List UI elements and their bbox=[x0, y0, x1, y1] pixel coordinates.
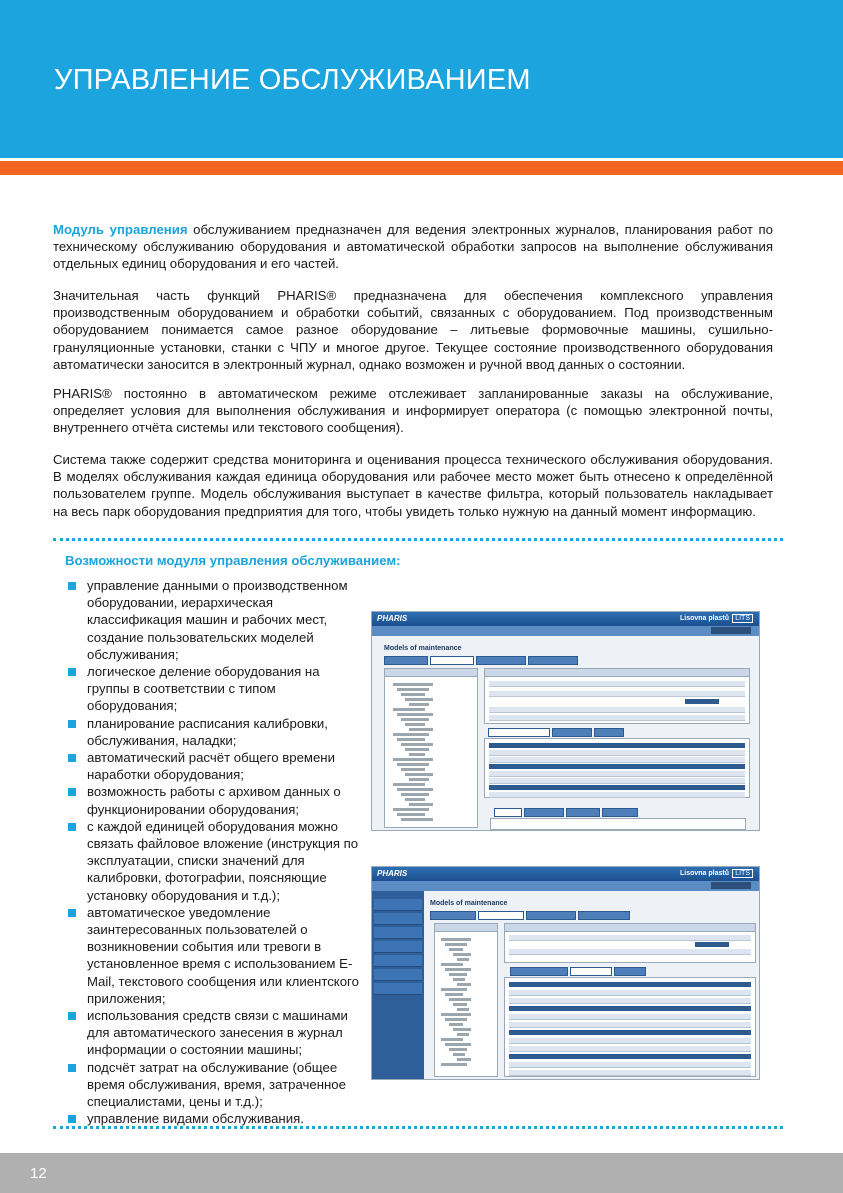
tab bbox=[528, 656, 578, 665]
features-heading: Возможности модуля управления обслуживанием: bbox=[65, 553, 401, 568]
module-title: Models of maintenance bbox=[384, 645, 462, 652]
table-row bbox=[509, 1046, 751, 1052]
detail-panel bbox=[504, 923, 756, 963]
header-stripe bbox=[0, 161, 843, 175]
tree-node bbox=[441, 1038, 463, 1041]
tab-active bbox=[570, 967, 612, 976]
tree-node bbox=[449, 948, 463, 951]
tree-node bbox=[405, 773, 433, 776]
tree-node bbox=[449, 1048, 467, 1051]
detail-row bbox=[509, 935, 751, 941]
inner-tab-strip bbox=[488, 728, 624, 737]
table-row bbox=[489, 792, 745, 798]
tree-node bbox=[441, 938, 471, 941]
tree-node bbox=[409, 703, 429, 706]
tree-node bbox=[405, 723, 425, 726]
page-number: 12 bbox=[30, 1165, 47, 1182]
table-row bbox=[509, 1014, 751, 1020]
tree-node bbox=[397, 813, 425, 816]
sidebar-item bbox=[374, 927, 422, 939]
table-row bbox=[489, 771, 745, 777]
sidebar-item bbox=[374, 913, 422, 925]
tree-node bbox=[453, 1003, 467, 1006]
table-row bbox=[509, 1030, 751, 1035]
tree-node bbox=[445, 943, 467, 946]
bottom-tab-strip bbox=[494, 808, 638, 817]
tab bbox=[384, 656, 428, 665]
feature-item: использования средств связи с машинами для автоматического занесения в журнал информации о состоянии машины; bbox=[66, 1007, 361, 1059]
detail-panel bbox=[484, 668, 750, 724]
tree-node bbox=[401, 693, 425, 696]
tab-active bbox=[430, 656, 474, 665]
table-row bbox=[489, 750, 745, 756]
detail-row bbox=[489, 681, 745, 687]
company-mark: LITS bbox=[732, 869, 753, 878]
tab bbox=[524, 808, 564, 817]
feature-item: с каждой единицей оборудования можно связать файловое вложение (инструкция по эксплуатации, списки значений для калибровки, фотографии, поясняющие установку оборудования и т.д.); bbox=[66, 818, 361, 904]
tree-node bbox=[393, 733, 429, 736]
tree-node bbox=[405, 798, 425, 801]
feature-list bbox=[66, 577, 361, 1128]
sidebar-item bbox=[374, 899, 422, 911]
tree-node bbox=[397, 763, 429, 766]
tree-node bbox=[397, 788, 433, 791]
monitoring-paragraph: PHARIS® постоянно в автоматическом режиме отслеживает запланированные заказы на обслуживание, определяет условия для выполнения обслуживания и информирует оператора (с помощью электронной почты, внутреннего отчёта системы или текстового сообщения). bbox=[53, 386, 773, 436]
tree-node bbox=[445, 993, 463, 996]
pharis-logo: PHARIS bbox=[377, 869, 408, 878]
table-row bbox=[489, 778, 745, 784]
tree-node bbox=[453, 978, 465, 981]
tab-active bbox=[488, 728, 550, 737]
tab bbox=[566, 808, 600, 817]
app-sidebar bbox=[372, 891, 424, 1080]
footer-band bbox=[0, 1153, 843, 1193]
table-row bbox=[489, 785, 745, 790]
tree-node bbox=[453, 1028, 471, 1031]
tab bbox=[578, 911, 630, 920]
tree-node bbox=[397, 688, 429, 691]
sidebar-item bbox=[374, 941, 422, 953]
tree-node bbox=[409, 778, 429, 781]
tab bbox=[594, 728, 624, 737]
tab bbox=[510, 967, 568, 976]
tree-node bbox=[445, 1043, 471, 1046]
feature-item: автоматическое уведомление заинтересованных пользователей о возникновении события или тревоги в установленное время с использованием E-Mail, текстового сообщения или клиентского приложения; bbox=[66, 904, 361, 1007]
tree-node bbox=[409, 728, 433, 731]
tree-panel bbox=[434, 923, 498, 1077]
tree-node bbox=[393, 683, 433, 686]
feature-item: возможность работы с архивом данных о функционировании оборудования; bbox=[66, 783, 361, 817]
tab-strip bbox=[384, 656, 578, 665]
tab-active bbox=[478, 911, 524, 920]
table-row bbox=[509, 1022, 751, 1028]
table-row bbox=[509, 1006, 751, 1011]
tree-node bbox=[397, 738, 425, 741]
tree-panel-header bbox=[435, 924, 497, 932]
table-row bbox=[509, 1038, 751, 1044]
table-row bbox=[509, 1062, 751, 1068]
table-row bbox=[489, 743, 745, 748]
evaluation-paragraph: Система также содержит средства мониторинга и оценивания процесса технического обслуживания оборудования. В моделях обслуживания каждая единица оборудования или рабочее место может быть отнесено к определённой пользователем группе. Модель обслуживания выступает в качестве фильтра, который пользователь накладывает на весь парк оборудования предприятия для того, чтобы увидеть только нужную на данный момент информацию. bbox=[53, 452, 773, 519]
inner-tab-strip bbox=[510, 967, 646, 976]
toolbar-button bbox=[711, 627, 751, 634]
tree-node bbox=[441, 988, 467, 991]
detail-button bbox=[685, 699, 719, 704]
tab-strip bbox=[430, 911, 630, 920]
screenshot-maintenance-plan bbox=[371, 866, 760, 1080]
feature-item: управление видами обслуживания. bbox=[66, 1110, 361, 1127]
tab bbox=[526, 911, 576, 920]
toolbar-button bbox=[711, 882, 751, 889]
tree-node bbox=[405, 748, 429, 751]
table-row bbox=[509, 1054, 751, 1059]
tree-node bbox=[453, 1053, 465, 1056]
dotted-divider-top bbox=[53, 538, 783, 541]
tree-node bbox=[405, 698, 433, 701]
table-row bbox=[509, 1070, 751, 1076]
app-topbar bbox=[372, 612, 759, 626]
feature-item: подсчёт затрат на обслуживание (общее время обслуживания, время, затраченное специалистами, цены и т.д.); bbox=[66, 1059, 361, 1111]
plan-table bbox=[504, 977, 756, 1077]
page-title: УПРАВЛЕНИЕ ОБСЛУЖИВАНИЕМ bbox=[54, 64, 531, 96]
detail-panel-header bbox=[485, 669, 749, 677]
tree-node bbox=[393, 708, 425, 711]
dotted-divider-bottom bbox=[53, 1126, 783, 1129]
detail-button bbox=[695, 942, 729, 947]
app-topbar bbox=[372, 867, 759, 881]
pharis-logo: PHARIS bbox=[377, 614, 408, 623]
feature-item: логическое деление оборудования на группы в соответствии с типом оборудования; bbox=[66, 663, 361, 715]
company-name: Lisovna plastů bbox=[679, 615, 729, 622]
tab-active bbox=[494, 808, 522, 817]
tab bbox=[602, 808, 638, 817]
tab bbox=[476, 656, 526, 665]
tree-node bbox=[401, 793, 429, 796]
table-row bbox=[509, 990, 751, 996]
tree-panel bbox=[384, 668, 478, 828]
detail-panel-header bbox=[505, 924, 755, 932]
sidebar-item bbox=[374, 955, 422, 967]
tree-node bbox=[393, 808, 429, 811]
detail-row bbox=[489, 691, 745, 697]
table-row bbox=[509, 982, 751, 987]
company-mark: LITS bbox=[732, 614, 753, 623]
tab bbox=[614, 967, 646, 976]
feature-item: управление данными о производственном оборудовании, иерархическая классификация машин и рабочих мест, создание пользовательских моделей обслуживания; bbox=[66, 577, 361, 663]
tree-node bbox=[401, 768, 425, 771]
tree-node bbox=[393, 758, 433, 761]
detail-row bbox=[509, 949, 751, 955]
tree-node bbox=[445, 1018, 467, 1021]
tree-node bbox=[401, 818, 433, 821]
feature-item: автоматический расчёт общего времени наработки оборудования; bbox=[66, 749, 361, 783]
plan-panel bbox=[484, 738, 750, 798]
tree-node bbox=[457, 983, 471, 986]
app-subbar bbox=[372, 626, 759, 636]
tree-node bbox=[441, 963, 463, 966]
tree-node bbox=[397, 713, 433, 716]
tree-node bbox=[441, 1013, 471, 1016]
tree-node bbox=[453, 953, 471, 956]
detail-row bbox=[489, 707, 745, 713]
tree-node bbox=[449, 1023, 463, 1026]
tree-node bbox=[457, 1008, 469, 1011]
table-row bbox=[509, 998, 751, 1004]
tree-node bbox=[457, 958, 469, 961]
tree-node bbox=[457, 1033, 469, 1036]
table-row bbox=[489, 757, 745, 763]
tree-node bbox=[449, 973, 467, 976]
tab bbox=[552, 728, 592, 737]
table-row bbox=[489, 764, 745, 769]
module-name-highlight: Модуль управления bbox=[53, 222, 188, 237]
functions-paragraph: Значительная часть функций PHARIS® предназначена для обеспечения комплексного управления производственным оборудованием и обработки событий, связанных с оборудованием. Под производственным оборудованием понимается самое разное оборудование – литьевые формовочные машины, сушильно-грануляционные установки, станки с ЧПУ и многое другое. Текущее состояние производственного оборудования автоматически заносится в электронный журнал, однако возможен и ручной ввод данных о состоянии. bbox=[53, 288, 773, 372]
tree-node bbox=[457, 1058, 471, 1061]
intro-paragraph bbox=[53, 221, 773, 273]
tree-node bbox=[449, 998, 471, 1001]
tree-node bbox=[445, 968, 471, 971]
intro-paragraph-text: обслуживанием предназначен для ведения электронных журналов, планирования работ по техническому обслуживанию оборудования и автоматической обработки запросов на выполнение обслуживания отдельных единиц оборудования и его частей. bbox=[53, 222, 773, 272]
detail-row bbox=[489, 715, 745, 721]
tree-node bbox=[441, 1063, 467, 1066]
sidebar-item bbox=[374, 983, 422, 995]
tab bbox=[430, 911, 476, 920]
tree-node bbox=[393, 783, 425, 786]
module-title: Models of maintenance bbox=[430, 900, 508, 907]
tree-node bbox=[401, 743, 433, 746]
tree-node bbox=[409, 753, 425, 756]
sidebar-item bbox=[374, 969, 422, 981]
feature-item: планирование расписания калибровки, обслуживания, наладки; bbox=[66, 715, 361, 749]
company-name: Lisovna plastů bbox=[679, 870, 729, 877]
bottom-panel bbox=[490, 818, 746, 830]
tree-panel-header bbox=[385, 669, 477, 677]
screenshot-models-tree bbox=[371, 611, 760, 831]
tree-node bbox=[409, 803, 433, 806]
app-subbar bbox=[372, 881, 759, 891]
tree-node bbox=[401, 718, 429, 721]
